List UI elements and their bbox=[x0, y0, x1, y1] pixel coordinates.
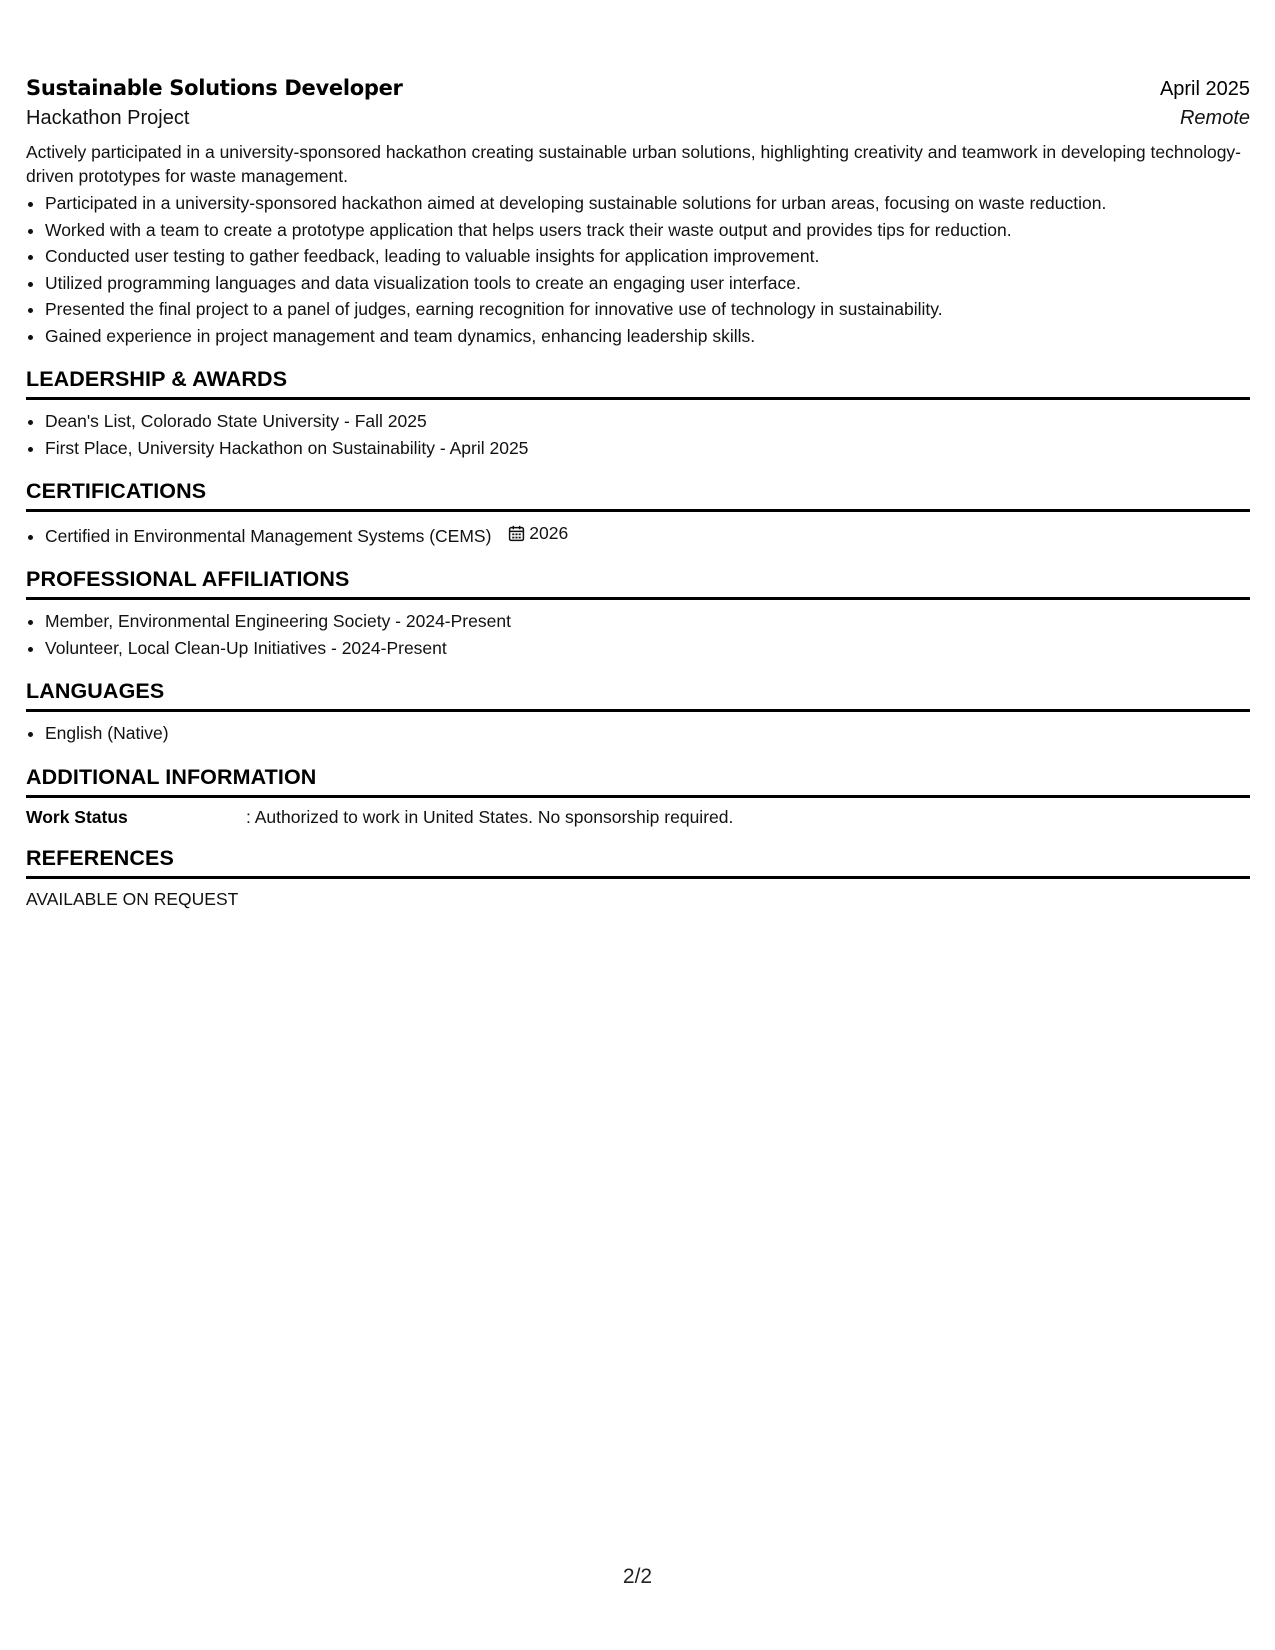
leadership-section bbox=[26, 367, 1250, 461]
certifications-section bbox=[26, 479, 1250, 549]
entry-header bbox=[26, 76, 1250, 101]
section-heading: ADDITIONAL INFORMATION bbox=[26, 765, 1250, 798]
certification-item bbox=[45, 520, 1250, 549]
certification-name: Certified in Environmental Management Systems (CEMS) bbox=[45, 525, 492, 546]
experience-entry bbox=[26, 76, 1250, 349]
section-heading: REFERENCES bbox=[26, 846, 1250, 879]
resume-page bbox=[26, 76, 1250, 910]
list-item: • English (Native) bbox=[45, 720, 1250, 747]
page-number: 2/2 bbox=[622, 1565, 653, 1588]
certifications-list bbox=[26, 520, 1250, 549]
bullet-item: • Presented the final project to a panel of judges, earning recognition for innovative use of technology in sustainability. bbox=[45, 296, 1250, 323]
affiliations-list bbox=[26, 608, 1250, 661]
list-item: • Volunteer, Local Clean-Up Initiatives - 2024-Present bbox=[45, 635, 1250, 662]
entry-title: Sustainable Solutions Developer bbox=[26, 76, 403, 100]
bullet-item: • Gained experience in project management and team dynamics, enhancing leadership skills. bbox=[45, 323, 1250, 350]
languages-list bbox=[26, 720, 1250, 747]
references-section bbox=[26, 846, 1250, 910]
entry-organization: Hackathon Project bbox=[26, 107, 190, 129]
bullet-item: • Conducted user testing to gather feedback, leading to valuable insights for application improvement. bbox=[45, 243, 1250, 270]
calendar-icon bbox=[508, 525, 525, 542]
work-status-row bbox=[26, 806, 1250, 828]
entry-location: Remote bbox=[1179, 107, 1250, 129]
list-item: • Member, Environmental Engineering Society - 2024-Present bbox=[45, 608, 1250, 635]
certification-year: 2026 bbox=[529, 523, 569, 543]
affiliations-section bbox=[26, 567, 1250, 661]
references-text: AVAILABLE ON REQUEST bbox=[26, 888, 239, 909]
section-heading: CERTIFICATIONS bbox=[26, 479, 1250, 512]
additional-info-section bbox=[26, 765, 1250, 828]
list-item: • First Place, University Hackathon on Sustainability - April 2025 bbox=[45, 435, 1250, 462]
languages-section bbox=[26, 679, 1250, 747]
section-heading: LANGUAGES bbox=[26, 679, 1250, 712]
list-item: • Dean's List, Colorado State University - Fall 2025 bbox=[45, 408, 1250, 435]
leadership-list bbox=[26, 408, 1250, 461]
section-heading: LEADERSHIP & AWARDS bbox=[26, 367, 1250, 400]
entry-date: April 2025 bbox=[1159, 78, 1250, 100]
bullet-item: • Worked with a team to create a prototype application that helps users track their waste output and provides tips for reduction. bbox=[45, 217, 1250, 244]
bullet-item: • Utilized programming languages and data visualization tools to create an engaging user interface. bbox=[45, 270, 1250, 297]
entry-summary: Actively participated in a university-sponsored hackathon creating sustainable urban solutions, highlighting creativity and teamwork in developing technology-driven prototypes for waste management. bbox=[26, 142, 1242, 186]
entry-subheader bbox=[26, 107, 1250, 130]
certification-date bbox=[508, 520, 568, 547]
bullet-item: • Participated in a university-sponsored hackathon aimed at developing sustainable solutions for urban areas, focusing on waste reduction. bbox=[45, 190, 1250, 217]
work-status-label: Work Status bbox=[26, 806, 128, 827]
work-status-value: : Authorized to work in United States. No sponsorship required. bbox=[246, 806, 734, 827]
entry-bullets bbox=[26, 190, 1250, 349]
section-heading: PROFESSIONAL AFFILIATIONS bbox=[26, 567, 1250, 600]
